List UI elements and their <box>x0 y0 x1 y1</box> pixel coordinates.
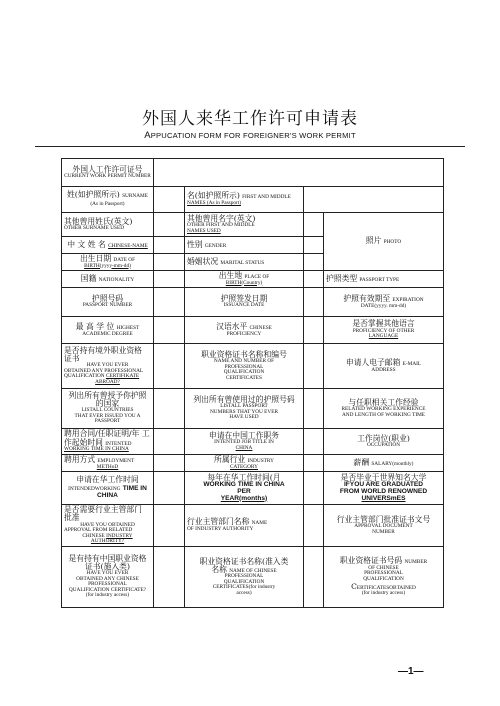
input-certificate-name-number[interactable] <box>304 344 324 389</box>
prev-cert-en4: CERTIFIKATE <box>105 373 140 380</box>
label-chinese-certificate <box>62 547 154 608</box>
authority-en1: NAME <box>251 520 268 527</box>
first-name-en2: NAMES (As in Passport) <box>187 200 242 206</box>
countries-en1: LISTALL COUNTRIES <box>81 407 134 414</box>
row-employment <box>62 455 444 472</box>
countries-en2: THAT EVER ISSUED YOU A <box>74 412 141 419</box>
other-first-zh: 其他曾用名字(英文) <box>187 213 256 223</box>
input-intended-work-time[interactable] <box>154 472 185 505</box>
gender-en: GENDER <box>204 242 227 249</box>
label-marital-status <box>185 254 304 271</box>
label-issuance-date <box>185 288 304 317</box>
input-industry[interactable] <box>304 455 324 472</box>
label-other-surname <box>62 213 154 237</box>
approval-en1: HAVE YOU OBTAINED <box>80 521 135 528</box>
row-education <box>62 317 444 344</box>
chinese-prof-zh: 汉语水平 <box>216 321 248 331</box>
row-chinese-certificate <box>62 547 444 608</box>
start-en2: WORKING TIME IN CHINA <box>64 446 129 453</box>
label-chinese-name <box>62 237 154 254</box>
jobtitle-zh: 申请在中国工作职务 <box>208 430 280 440</box>
cn-cert-name-en5: access) <box>236 589 252 596</box>
input-surname[interactable] <box>154 187 185 213</box>
passport-type-zh: 护照类型 <box>326 273 358 283</box>
label-expiration-date <box>324 288 444 317</box>
start-zh1: 聘用合同/任职证明/年 工 <box>64 429 150 439</box>
graduate-zh: 是否毕业于世界知名大学 <box>340 472 427 482</box>
email-zh: 申请人电子邮箱 <box>345 357 401 367</box>
employ-en2: METHoD <box>96 463 119 470</box>
start-en1: INTENTED <box>105 440 132 447</box>
label-email <box>324 344 444 389</box>
cert-name-en2: PROFESSIONAL <box>224 363 264 370</box>
page-number: —1— <box>398 666 424 677</box>
hours-en1: WORKING TIME IN CHINA <box>203 480 285 488</box>
row-job <box>62 429 444 455</box>
label-renowned-university <box>324 472 444 505</box>
row-passport <box>62 288 444 317</box>
label-chinese-proficiency <box>185 317 304 344</box>
worktime-en-cap: I <box>68 485 70 492</box>
experience-en2: AND LENGTH OF WORKING TIME <box>341 411 426 418</box>
worktime-en1: NTENDED <box>69 485 95 492</box>
chinese-name-en: CHINESE-NAME <box>108 242 148 249</box>
prev-cert-en3: QUALIFICATION <box>64 373 105 380</box>
label-first-name <box>185 187 304 213</box>
cert-name-en4: CERTIFICATES <box>226 374 262 381</box>
nationality-zh: 国籍 <box>80 273 97 283</box>
label-approval-document <box>324 505 444 547</box>
cn-cert-en1: HAVE YOU EVER <box>86 570 129 577</box>
approval-en3: CHINESE <box>82 532 105 539</box>
cn-cert-name-en3: QUALIFICATION <box>223 578 265 585</box>
label-salary <box>324 455 444 472</box>
label-birth-date <box>62 254 154 271</box>
cn-cert-name-zh: 职业资格证书名称(准入类 <box>199 556 289 566</box>
label-gender <box>185 237 304 254</box>
work-permit-en: CURRENT WORK PERMIT NUMBER <box>64 172 151 179</box>
birth-date-en2: BIRTH(yyyy-mm-dd) <box>84 262 131 269</box>
issue-date-en: ISSUANCE DATE <box>223 302 265 309</box>
industry-zh: 所属行业 <box>214 454 246 464</box>
cert-name-zh: 职业资格证书名称和编号 <box>201 349 287 359</box>
expire-en2: DATE(yyyy. mm-dd) <box>360 302 407 309</box>
cn-cert-num-en5-cap: C <box>351 581 357 591</box>
title-divider <box>35 146 465 147</box>
label-foreign-certificate <box>62 344 154 389</box>
cn-cert-en4: QUALIFICATION CERTIFICATE? <box>68 586 147 593</box>
approval-en4: INDUSTRY <box>106 532 133 539</box>
label-place-of-birth <box>185 271 304 288</box>
hours-en2: PER <box>237 487 251 495</box>
employ-en1: EMPLOYMENT <box>97 457 135 464</box>
cn-cert-num-en6: (for industry access) <box>361 590 406 597</box>
row-name <box>62 187 444 213</box>
label-certificate-name-number <box>185 344 304 389</box>
salary-en: SALARY(monthly) <box>371 460 414 467</box>
experience-en1: RELATED WORKING EXPERIENCE <box>341 406 426 413</box>
label-passport-number <box>62 288 154 317</box>
input-passport-number[interactable] <box>154 288 185 317</box>
industry-en1: INDUSTRY <box>247 457 274 464</box>
prev-cert-zh: 是否持有境外职业资格 证书 <box>64 345 142 363</box>
authority-zh: 行业主管部门名称 <box>187 517 250 527</box>
label-work-experience <box>324 389 444 429</box>
degree-en2: ACADEMIC DEGREE <box>82 330 133 337</box>
countries-en3: PASSPORT <box>94 418 121 425</box>
input-foreign-certificate[interactable] <box>154 344 185 389</box>
input-birth-date[interactable] <box>154 254 185 271</box>
prev-cert-en2: OBTAINED ANY PROFESSIONAL <box>64 367 144 374</box>
input-chinese-certificate-name[interactable] <box>304 547 324 608</box>
email-en1: E-MAIL <box>402 360 422 367</box>
approval-en5: AUTHORITY? <box>90 538 125 545</box>
label-highest-degree <box>62 317 154 344</box>
subtitle-initial: A <box>144 130 151 141</box>
subtitle-rest: PPUCATION FORM FOR FOREIGNER'S WORK PERMIT <box>150 131 356 140</box>
marital-en: MARITAL STATUS <box>220 259 265 266</box>
nationality-en: NATIONALITY <box>98 276 135 283</box>
input-chinese-certificate[interactable] <box>154 547 185 608</box>
degree-zh: 最 高 学 位 <box>75 321 115 331</box>
label-industry <box>185 455 304 472</box>
input-highest-degree[interactable] <box>154 317 185 344</box>
row-work-time <box>62 472 444 505</box>
birth-date-en1: DATE OF <box>113 256 136 263</box>
photo-zh: 照片 <box>365 236 382 246</box>
approval-zh: 是否需要行业主管部门 批准 <box>64 505 142 523</box>
worktime-en2: WORKING <box>94 485 121 492</box>
other-lang-zh: 是否掌握其他语言 <box>352 319 415 329</box>
surname-zh: 姓(如护照所示) <box>66 190 120 200</box>
cn-cert-en3: PROFESSIONAL <box>88 581 127 588</box>
cn-cert-num-en5: ERTIFICATESOBTAINED <box>356 584 416 591</box>
other-first-en1: OTHER FIRST AND MIDDLE <box>187 222 255 229</box>
cn-cert-en2: OBTAINED ANY CHINESE <box>76 575 139 582</box>
pp-numbers-zh: 列出所有曾使用过的护照号码 <box>193 395 295 405</box>
input-marital-status[interactable] <box>304 254 324 271</box>
graduate-en2: FROM WORLD RENOWNED <box>339 487 428 495</box>
input-issuance-date[interactable] <box>304 288 324 317</box>
label-chinese-certificate-number <box>324 547 444 608</box>
application-form-table <box>61 158 444 608</box>
issue-date-zh: 护照签发日期 <box>220 294 268 304</box>
photo-en: PHOTO <box>383 239 402 246</box>
start-zh2: 作起始时间 <box>64 437 103 447</box>
expire-en1: EXPIRATION <box>392 296 424 303</box>
input-employment-method[interactable] <box>154 455 185 472</box>
cert-name-en3: QUALIFICATION <box>223 369 265 376</box>
row-industry-approval <box>62 505 444 547</box>
form-subtitle <box>0 130 500 141</box>
label-months-per-year <box>185 472 304 505</box>
input-gender[interactable] <box>304 237 324 254</box>
pp-numbers-en3: HAVE USED <box>229 414 259 421</box>
prev-cert-en1: HAVE YOU EVER <box>86 362 129 369</box>
label-work-permit-number <box>62 159 154 187</box>
input-first-name[interactable] <box>304 187 444 213</box>
input-industry-approval[interactable] <box>154 505 185 547</box>
cn-cert-num-zh: 职业资格证书号码 <box>339 556 403 566</box>
pp-numbers-en1: LISTALL PASSPORT <box>220 403 268 410</box>
photo-box[interactable] <box>324 213 444 271</box>
pp-numbers-en2: NUMBERS THAT YOU EVER <box>209 408 279 415</box>
graduate-en3: UNIVERSmES <box>361 494 406 502</box>
prev-cert-en5: ABROAD? <box>95 378 120 385</box>
other-surname-en: OTHER SURNAME USED <box>64 224 125 231</box>
label-industry-approval <box>62 505 154 547</box>
chinese-name-zh: 中 文 姓 名 <box>67 239 106 249</box>
row-nationality <box>62 271 444 288</box>
label-job-title <box>185 429 304 455</box>
cn-cert-en5: (for industry access) <box>85 592 130 599</box>
cn-cert-name-en4: CERTIFICATES(for industry <box>212 584 276 591</box>
chinese-prof-en2: PROFICIENCY <box>226 330 262 337</box>
gender-zh: 性别 <box>187 239 203 249</box>
label-intended-work-time <box>62 472 154 505</box>
input-nationality[interactable] <box>154 271 185 288</box>
passport-number-zh: 护照号码 <box>91 294 124 304</box>
label-issuing-countries <box>62 389 154 429</box>
label-passport-type <box>324 271 444 288</box>
worktime-zh: 申请在华工作时间 <box>76 475 139 485</box>
hours-en3: YEAR(months) <box>220 494 268 502</box>
cn-cert-name-en1: NAME OF CHINESE <box>229 567 277 574</box>
input-months-per-year[interactable] <box>304 472 324 505</box>
first-name-en1: FIRST AND MIDDLE <box>242 194 291 201</box>
label-occupation <box>324 429 444 455</box>
birth-date-zh: 出生日期 <box>79 253 112 263</box>
label-industry-authority <box>185 505 304 547</box>
other-lang-en2: LANGUAGE <box>368 333 399 340</box>
input-start-time[interactable] <box>154 429 185 455</box>
cn-cert-num-en4: QUALIFICATION <box>363 576 404 582</box>
worktime-en3: TIME IN <box>122 484 147 492</box>
doc-en2: NUMBER <box>372 528 395 535</box>
authority-en2: OF INDUSTRY AUTHORITY <box>187 526 254 532</box>
input-other-surname[interactable] <box>154 213 185 237</box>
first-name-zh: 名(如护照所示) <box>187 191 240 201</box>
jobtitle-en1: INTENTED JOB TITLE IN <box>214 439 274 446</box>
row-work-permit-number <box>62 159 444 187</box>
label-employment-method <box>62 455 154 472</box>
doc-en1: APPROVAL DOCUMENT <box>354 523 413 530</box>
pob-en2: BIRTH(Country) <box>225 279 263 286</box>
label-other-first-name <box>185 213 304 237</box>
employ-zh: 聘用方式 <box>64 454 96 464</box>
chinese-prof-en1: CHINESE <box>249 324 272 331</box>
input-chinese-proficiency[interactable] <box>304 317 324 344</box>
label-start-time <box>62 429 154 455</box>
cn-cert-name-en2: PROFESSIONAL <box>224 573 264 580</box>
surname-en: SURNAME (As in Passport) <box>90 193 148 207</box>
passport-type-en: PASSPORT TYPE <box>359 276 400 283</box>
input-place-of-birth[interactable] <box>304 271 324 288</box>
work-permit-zh: 外国人工作许可证号 <box>72 164 143 174</box>
label-surname <box>62 187 154 213</box>
other-lang-en1: PROFICIENCY OF OTHER <box>352 327 415 334</box>
cn-cert-num-en1: NUMBER <box>404 559 428 566</box>
occupation-en: OCCUPATION <box>366 441 401 448</box>
experience-zh: 与任职相关工作经验 <box>348 397 419 407</box>
form-title: 外国人来华工作许可申请表 <box>142 109 358 129</box>
pob-en1: PLACE OF <box>244 273 270 280</box>
jobtitle-en2: CHINA <box>235 444 253 451</box>
label-other-language <box>324 317 444 344</box>
input-passport-numbers-used[interactable] <box>304 389 324 429</box>
approval-en2: APPROVAL FROM RELATED <box>64 527 133 534</box>
graduate-en1: IFYOU ARE GRADUATED <box>343 480 424 488</box>
expire-zh: 护照有效期至 <box>343 293 391 303</box>
occupation-zh: 工作岗位(职业) <box>357 433 410 443</box>
input-job-title[interactable] <box>304 429 324 455</box>
other-surname-zh: 其他曾用姓氏(英文) <box>64 216 133 226</box>
row-foreign-certificate <box>62 344 444 389</box>
salary-zh: 薪酬 <box>353 457 370 467</box>
input-work-permit-number[interactable] <box>154 159 444 187</box>
row-passport-history <box>62 389 444 429</box>
cn-cert-num-en3: PROFESSIONAL <box>364 570 403 577</box>
countries-zh: 列出所有曾授予你护照 的国家 <box>68 391 147 409</box>
hours-zh: 每年在华工作时间(月 <box>207 472 281 482</box>
industry-en2: CATEGORY <box>230 463 258 470</box>
other-first-en2: NAMES USED <box>187 227 221 234</box>
email-en2: ADDRESS <box>371 366 396 373</box>
label-chinese-certificate-name <box>185 547 304 608</box>
input-chinese-name[interactable] <box>154 237 185 254</box>
row-other-names <box>62 213 444 237</box>
input-issuing-countries[interactable] <box>154 389 185 429</box>
label-nationality <box>62 271 154 288</box>
cn-cert-zh: 是有持有中国职业资格 证书(施入类) <box>68 553 147 572</box>
input-other-first-name[interactable] <box>304 213 324 237</box>
pob-zh: 出生地 <box>218 270 243 280</box>
label-passport-numbers-used <box>185 389 304 429</box>
doc-zh: 行业主管部门批准证书文号 <box>336 514 431 524</box>
degree-en1: HIGHEST <box>116 324 140 331</box>
passport-number-en: PASSPORT NUMBER <box>82 302 133 309</box>
cn-cert-name-zh2: 名称 <box>211 564 227 574</box>
marital-zh: 婚姻状况 <box>187 256 219 266</box>
input-industry-authority[interactable] <box>304 505 324 547</box>
cert-name-en1: NAME AND NUMBER OF <box>213 357 275 364</box>
cn-cert-num-en2: OF CHINESE <box>368 564 399 571</box>
worktime-en4: CHINA <box>97 491 118 499</box>
